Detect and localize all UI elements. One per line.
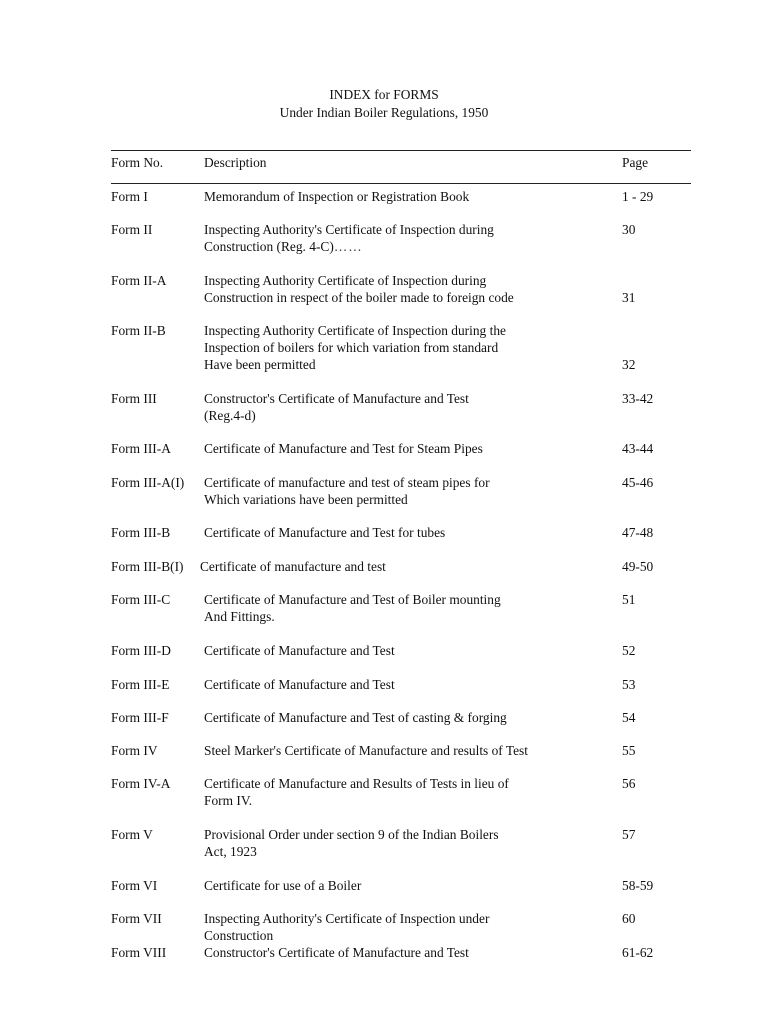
- description-line: [204, 843, 499, 860]
- form-description: [204, 676, 395, 693]
- description-text: Form IV.: [204, 793, 253, 808]
- description-line: [204, 676, 395, 693]
- description-line: [204, 238, 494, 255]
- column-header-form: Form No.: [111, 155, 164, 170]
- description-text: Steel Marker's Certificate of Manufacture and results of Test: [204, 743, 528, 758]
- page-number: 60: [622, 911, 636, 926]
- form-description: [204, 440, 483, 457]
- page-number: 1 - 29: [622, 189, 654, 204]
- form-description: [200, 558, 386, 575]
- form-number: Form III-A: [111, 441, 171, 456]
- description-line: [204, 608, 501, 625]
- description-line: [204, 339, 506, 356]
- form-number: Form VIII: [111, 945, 167, 960]
- form-description: [204, 188, 469, 205]
- description-line: [204, 322, 506, 339]
- description-line: [204, 491, 490, 508]
- description-line: [204, 792, 509, 809]
- description-text: Which variations have been permitted: [204, 492, 408, 507]
- form-description: [204, 775, 509, 809]
- description-text: Construction in respect of the boiler made to foreign code: [204, 290, 514, 305]
- description-text: Certificate of Manufacture and Test for tubes: [204, 525, 446, 540]
- form-number: Form III-E: [111, 677, 170, 692]
- page-number: 32: [622, 357, 636, 372]
- page-number: 57: [622, 827, 636, 842]
- page-number: 53: [622, 677, 636, 692]
- description-text: Certificate of Manufacture and Results of Tests in lieu of: [204, 776, 509, 791]
- page-number: 47-48: [622, 525, 654, 540]
- form-number: Form VI: [111, 878, 158, 893]
- description-line: [204, 775, 509, 792]
- description-line: [204, 910, 489, 927]
- form-number: Form V: [111, 827, 153, 842]
- form-description: [204, 272, 514, 306]
- description-text: Inspecting Authority Certificate of Inspection during: [204, 273, 487, 288]
- description-text: Certificate for use of a Boiler: [204, 878, 362, 893]
- description-text: Inspecting Authority's Certificate of Inspection during: [204, 222, 494, 237]
- description-text: Act, 1923: [204, 844, 257, 859]
- description-line: [204, 188, 469, 205]
- description-text: Certificate of Manufacture and Test: [204, 677, 395, 692]
- form-description: [204, 944, 469, 961]
- form-number: Form VII: [111, 911, 162, 926]
- form-description: [204, 474, 490, 508]
- description-line: [204, 709, 507, 726]
- description-line: [200, 558, 386, 575]
- description-text: Certificate of Manufacture and Test of casting & forging: [204, 710, 507, 725]
- description-text: Construction (Reg. 4-C): [204, 239, 334, 254]
- form-description: [204, 877, 361, 894]
- form-number: Form III-B: [111, 525, 171, 540]
- form-number: Form I: [111, 189, 148, 204]
- form-number: Form III-B(I): [111, 559, 184, 574]
- form-description: [204, 910, 489, 944]
- description-text: Certificate of Manufacture and Test: [204, 643, 395, 658]
- page-number: 56: [622, 776, 636, 791]
- form-number: Form III-F: [111, 710, 169, 725]
- page-number: 43-44: [622, 441, 654, 456]
- description-line: [204, 944, 469, 961]
- form-number: Form III-D: [111, 643, 171, 658]
- column-header-description: Description: [204, 155, 267, 170]
- form-number: Form IV: [111, 743, 158, 758]
- description-line: [204, 356, 506, 373]
- description-text: (Reg.4-d): [204, 408, 256, 423]
- description-line: [204, 474, 490, 491]
- header-bottom-rule: [111, 183, 691, 184]
- description-line: [204, 440, 483, 457]
- description-line: [204, 877, 361, 894]
- description-line: [204, 642, 395, 659]
- form-number: Form II-A: [111, 273, 167, 288]
- page-number: 30: [622, 222, 636, 237]
- header-top-rule: [111, 150, 691, 151]
- description-text: Constructor's Certificate of Manufacture and Test: [204, 391, 469, 406]
- form-number: Form II: [111, 222, 153, 237]
- form-description: [204, 221, 494, 255]
- description-text: Have been permitted: [204, 357, 316, 372]
- form-number: Form IV-A: [111, 776, 171, 791]
- description-line: [204, 591, 501, 608]
- page-number: 61-62: [622, 945, 654, 960]
- description-text: Certificate of manufacture and test of steam pipes for: [204, 475, 490, 490]
- description-line: [204, 272, 514, 289]
- form-number: Form II-B: [111, 323, 166, 338]
- page-number: 31: [622, 290, 636, 305]
- description-line: [204, 742, 528, 759]
- description-text: Certificate of Manufacture and Test of Boiler mounting: [204, 592, 501, 607]
- page-number: 51: [622, 592, 636, 607]
- description-line: [204, 826, 499, 843]
- column-header-page: Page: [622, 155, 649, 170]
- description-text: Inspecting Authority Certificate of Inspection during the: [204, 323, 506, 338]
- page-number: 55: [622, 743, 636, 758]
- page-number: 54: [622, 710, 636, 725]
- form-description: [204, 322, 506, 373]
- form-description: [204, 742, 528, 759]
- page-number: 52: [622, 643, 636, 658]
- form-number: Form III-C: [111, 592, 171, 607]
- description-line: [204, 407, 469, 424]
- form-description: [204, 709, 507, 726]
- page-subtitle: Under Indian Boiler Regulations, 1950: [279, 105, 489, 120]
- description-line: [204, 927, 489, 944]
- description-text: Certificate of manufacture and test: [200, 559, 386, 574]
- page-number: 58-59: [622, 878, 654, 893]
- form-number: Form III-A(I): [111, 475, 185, 490]
- form-description: [204, 642, 395, 659]
- description-text: Certificate of Manufacture and Test for Steam Pipes: [204, 441, 483, 456]
- description-text: Memorandum of Inspection or Registration Book: [204, 189, 470, 204]
- description-text: Provisional Order under section 9 of the Indian Boilers: [204, 827, 499, 842]
- form-number: Form III: [111, 391, 157, 406]
- form-description: [204, 826, 499, 860]
- page-title: INDEX for FORMS: [329, 87, 439, 102]
- leader-dots: ……: [333, 239, 363, 254]
- page-number: 49-50: [622, 559, 654, 574]
- description-line: [204, 390, 469, 407]
- description-line: [204, 289, 514, 306]
- form-description: [204, 591, 501, 625]
- description-text: Inspecting Authority's Certificate of Inspection under: [204, 911, 490, 926]
- description-text: Constructor's Certificate of Manufacture and Test: [204, 945, 469, 960]
- form-description: [204, 390, 469, 424]
- description-text: And Fittings.: [204, 609, 275, 624]
- description-line: [204, 524, 445, 541]
- page-number: 45-46: [622, 475, 654, 490]
- page-number: 33-42: [622, 391, 654, 406]
- description-text: Construction: [204, 928, 274, 943]
- description-line: [204, 221, 494, 238]
- description-text: Inspection of boilers for which variation from standard: [204, 340, 499, 355]
- form-description: [204, 524, 445, 541]
